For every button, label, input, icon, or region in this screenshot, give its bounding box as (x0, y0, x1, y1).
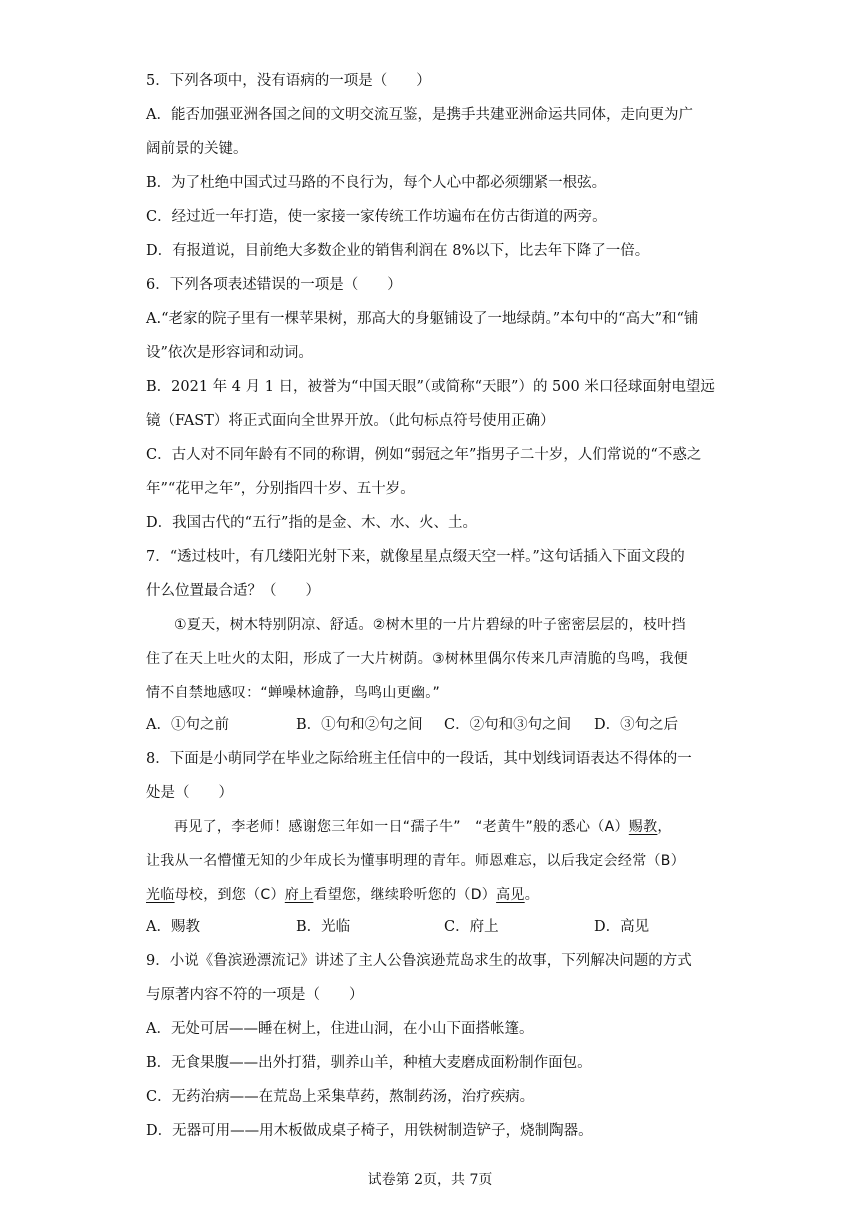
q7-passage-line1: ①夏天，树木特别阴凉、舒适。②树木里的一片片碧绿的叶子密密层层的，枝叶挡 (174, 617, 686, 633)
q7-passage-line3: 情不自禁地感叹：“蝉噪林逾静，鸟鸣山更幽。” (146, 685, 441, 701)
q5-option-b: B．为了杜绝中国式过马路的不良行为，每个人心中都必须绷紧一根弦。 (146, 175, 607, 191)
q9-stem-line1: 9．小说《鲁滨逊漂流记》讲述了主人公鲁滨逊荒岛求生的故事，下列解决问题的方式 (146, 953, 692, 969)
q7-option-c: C．②句和③句之间 (444, 717, 572, 733)
q6-option-c-line1: C．古人对不同年龄有不同的称谓，例如“弱冠之年”指男子二十岁，人们常说的“不惑之 (146, 447, 702, 463)
q5-option-a-line1: A．能否加强亚洲各国之间的文明交流互鉴，是携手共建亚洲命运共同体，走向更为广 (146, 107, 693, 123)
q8-passage-line2: 让我从一名懵懂无知的少年成长为懂事明理的青年。师恩难忘，以后我定会经常（B） (146, 853, 686, 869)
underlined-word-a: 赐教 (628, 819, 658, 835)
q5-option-a-line2: 阔前景的关键。 (146, 141, 248, 157)
q7-option-d: D．③句之后 (594, 717, 679, 733)
q8-passage-line3 (146, 885, 539, 905)
q6-option-b-line2: 镜（FAST）将正式面向全世界开放。（此句标点符号使用正确） (146, 413, 555, 429)
q9-option-b: B．无食果腹——出外打猎，驯养山羊，种植大麦磨成面粉制作面包。 (146, 1055, 592, 1071)
q7-option-a: A．①句之前 (146, 717, 229, 733)
q5-option-c: C．经过近一年打造，使一家接一家传统工作坊遍布在仿古街道的两旁。 (146, 209, 607, 225)
underlined-word-c: 府上 (284, 887, 314, 903)
q8-passage-text: 再见了，李老师！感谢您三年如一日“孺子牛” “老黄牛”般的悉心（A） (174, 819, 629, 835)
q7-passage-line2: 住了在天上吐火的太阳，形成了一大片树荫。③树林里偶尔传来几声清脆的鸟鸣，我便 (146, 651, 688, 667)
q7-option-b: B．①句和②句之间 (296, 717, 423, 733)
underlined-word-b: 光临 (146, 887, 175, 903)
q6-option-c-line2: 年”“花甲之年”，分别指四十岁、五十岁。 (146, 481, 415, 497)
q8-option-a: A．赐教 (146, 919, 200, 935)
q8-passage-text: 看望您，继续聆听您的（D） (313, 887, 497, 903)
q8-passage-text: 。 (524, 887, 540, 903)
page-footer: 试卷第 2页，共 7页 (367, 1172, 493, 1188)
q6-option-d: D．我国古代的“五行”指的是金、木、水、火、土。 (146, 515, 477, 531)
underlined-word-d: 高见 (496, 887, 525, 903)
q6-stem: 6．下列各项表述错误的一项是（ ） (146, 277, 402, 293)
q9-option-c: C．无药治病——在荒岛上采集草药，熬制药汤，治疗疾病。 (146, 1089, 535, 1105)
q6-option-a-line1: A.“老家的院子里有一棵苹果树，那高大的身躯铺设了一地绿荫。”本句中的“高大”和“铺 (146, 311, 699, 327)
q8-option-b: B．光临 (296, 919, 351, 935)
q5-stem: 5．下列各项中，没有语病的一项是（ ） (146, 73, 431, 89)
q8-passage-text: ， (657, 819, 672, 835)
q8-option-d: D．高见 (594, 919, 650, 935)
q6-option-a-line2: 设”依次是形容词和动词。 (146, 345, 313, 361)
q8-passage-line1 (174, 817, 672, 837)
q8-option-c: C．府上 (444, 919, 499, 935)
q8-stem-line1: 8．下面是小萌同学在毕业之际给班主任信中的一段话，其中划线词语表达不得体的一 (146, 751, 692, 767)
q9-option-a: A．无处可居——睡在树上，住进山洞，在小山下面搭帐篷。 (146, 1021, 534, 1037)
q8-stem-line2: 处是（ ） (146, 785, 233, 801)
q7-stem-line1: 7．“透过枝叶，有几缕阳光射下来，就像星星点缀天空一样。”这句话插入下面文段的 (146, 549, 685, 565)
q6-option-b-line1: B．2021 年 4 月 1 日，被誉为“中国天眼”（或简称“天眼”）的 500 米口径球面射电望远 (146, 379, 715, 395)
q9-stem-line2: 与原著内容不符的一项是（ ） (146, 987, 364, 1003)
q9-option-d: D．无器可用——用木板做成桌子椅子，用铁树制造铲子，烧制陶器。 (146, 1123, 593, 1139)
q8-passage-text: 母校，到您（C） (174, 887, 285, 903)
q7-stem-line2: 什么位置最合适？（ ） (146, 583, 320, 599)
q5-option-d: D．有报道说，目前绝大多数企业的销售利润在 8%以下，比去年下降了一倍。 (146, 243, 650, 259)
